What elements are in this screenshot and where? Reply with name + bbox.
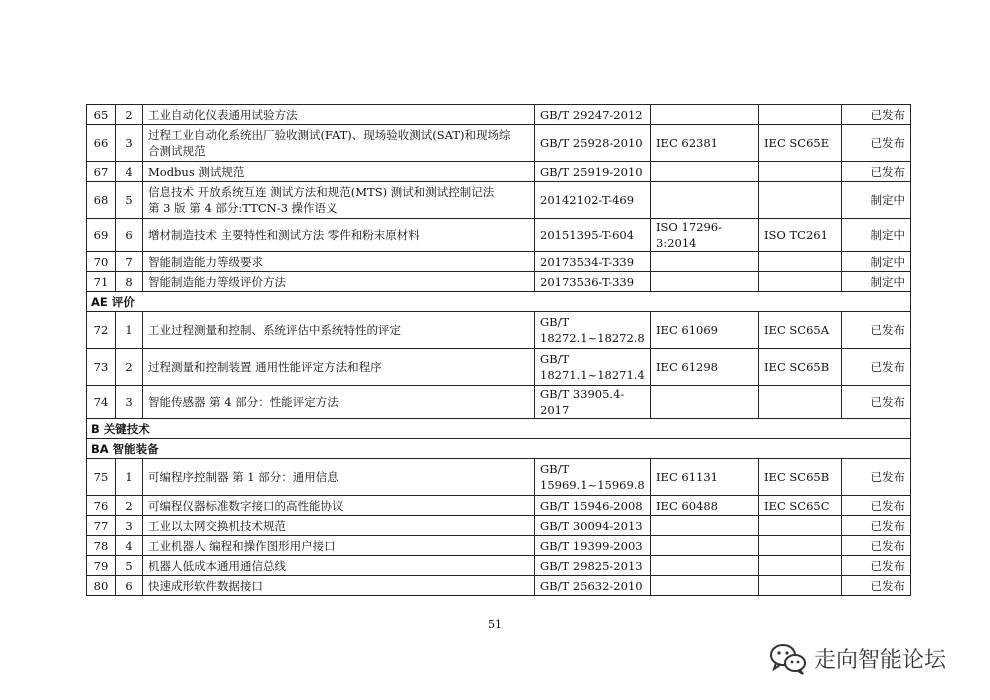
standard-code-line: GB/T 19399-2003	[540, 538, 643, 553]
row-number-cell: 79	[87, 556, 116, 576]
standard-name-line: 快速成形软件数据接口	[148, 578, 263, 593]
row-index-cell: 5	[116, 556, 143, 576]
standard-name-line: 可编程序控制器 第 1 部分：通用信息	[148, 470, 339, 484]
standard-code-cell	[535, 125, 651, 162]
status-cell: 已发布	[842, 349, 911, 386]
row-number-cell: 76	[87, 496, 116, 516]
standard-name-cell	[143, 312, 535, 349]
row-number-cell: 70	[87, 252, 116, 272]
row-number-cell: 73	[87, 349, 116, 386]
standard-code-line: 20151395-T-604	[540, 228, 635, 242]
standard-name-line: 智能传感器 第 4 部分：性能评定方法	[148, 395, 339, 409]
standard-name-line: 工业机器人 编程和操作图形用户接口	[148, 538, 336, 553]
table-row	[87, 516, 911, 536]
technical-committee-cell: IEC SC65B	[759, 349, 842, 386]
status-cell: 制定中	[842, 219, 911, 252]
international-standard-cell	[651, 576, 759, 596]
international-standard-cell	[651, 182, 759, 219]
standard-name-cell	[143, 576, 535, 596]
row-index-cell: 1	[116, 459, 143, 496]
international-standard-cell	[651, 516, 759, 536]
standard-code-cell	[535, 459, 651, 496]
standard-name-line: 智能制造能力等级要求	[148, 254, 263, 269]
status-cell: 已发布	[842, 536, 911, 556]
status-cell: 已发布	[842, 459, 911, 496]
standard-name-cell	[143, 459, 535, 496]
standard-code-line: GB/T 33905.4-2017	[540, 387, 625, 417]
status-cell: 已发布	[842, 162, 911, 182]
standard-name-line: 机器人低成本通用通信总线	[148, 558, 286, 573]
technical-committee-cell: IEC SC65B	[759, 459, 842, 496]
status-cell: 已发布	[842, 125, 911, 162]
row-index-cell: 8	[116, 272, 143, 292]
watermark-text: 走向智能论坛	[814, 647, 947, 673]
standard-name-cell	[143, 252, 535, 272]
standard-code-line: 20142102-T-469	[540, 193, 635, 207]
standard-code-line: GB/T 29825-2013	[540, 558, 643, 573]
standard-name-line: 工业过程测量和控制、系统评估中系统特性的评定	[148, 323, 401, 337]
international-standard-cell: IEC 61298	[651, 349, 759, 386]
standard-code-cell	[535, 349, 651, 386]
international-standard-cell: IEC 62381	[651, 125, 759, 162]
row-index-cell: 1	[116, 312, 143, 349]
standard-code-line: GB/T	[540, 352, 570, 366]
standard-code-line: 15969.1~15969.8	[540, 478, 645, 492]
table-row	[87, 272, 911, 292]
row-number-cell: 69	[87, 219, 116, 252]
wechat-icon	[768, 640, 808, 676]
technical-committee-cell: IEC SC65E	[759, 125, 842, 162]
table-row	[87, 536, 911, 556]
status-cell: 已发布	[842, 576, 911, 596]
row-index-cell: 3	[116, 125, 143, 162]
standard-name-line: Modbus 测试规范	[148, 164, 245, 179]
international-standard-cell	[651, 556, 759, 576]
row-index-cell: 3	[116, 516, 143, 536]
standard-name-line: 合测试规范	[148, 144, 206, 158]
standard-name-line: 信息技术 开放系统互连 测试方法和规范(MTS) 测试和测试控制记法	[148, 185, 495, 199]
row-index-cell: 6	[116, 219, 143, 252]
standard-code-line: GB/T	[540, 315, 570, 329]
section-header-row	[87, 439, 911, 459]
table-row	[87, 312, 911, 349]
row-number-cell: 65	[87, 105, 116, 125]
standard-code-cell	[535, 105, 651, 125]
technical-committee-cell: IEC SC65A	[759, 312, 842, 349]
status-cell: 已发布	[842, 496, 911, 516]
international-standard-cell	[651, 386, 759, 419]
row-index-cell: 2	[116, 496, 143, 516]
international-standard-cell	[651, 105, 759, 125]
standard-name-cell	[143, 219, 535, 252]
table-row	[87, 576, 911, 596]
status-cell: 已发布	[842, 516, 911, 536]
standard-code-line: GB/T 15946-2008	[540, 498, 643, 513]
status-cell: 已发布	[842, 556, 911, 576]
standard-code-line: GB/T 25919-2010	[540, 164, 643, 179]
standard-code-cell	[535, 386, 651, 419]
international-standard-cell: IEC 60488	[651, 496, 759, 516]
international-standard-cell	[651, 252, 759, 272]
standard-name-line: 智能制造能力等级评价方法	[148, 274, 286, 289]
section-header-row	[87, 419, 911, 439]
row-index-cell: 2	[116, 349, 143, 386]
status-cell: 已发布	[842, 312, 911, 349]
standard-name-cell	[143, 556, 535, 576]
section-label: B 关键技术	[87, 419, 911, 439]
technical-committee-cell	[759, 556, 842, 576]
technical-committee-cell: ISO TC261	[759, 219, 842, 252]
standard-code-cell	[535, 182, 651, 219]
standard-code-cell	[535, 536, 651, 556]
technical-committee-cell	[759, 182, 842, 219]
table-row	[87, 386, 911, 419]
section-label: AE 评价	[87, 292, 911, 312]
table-row	[87, 125, 911, 162]
standard-code-cell	[535, 556, 651, 576]
row-number-cell: 77	[87, 516, 116, 536]
technical-committee-cell	[759, 252, 842, 272]
technical-committee-cell	[759, 162, 842, 182]
technical-committee-cell	[759, 536, 842, 556]
standard-name-cell	[143, 349, 535, 386]
page-number: 51	[488, 618, 502, 631]
row-number-cell: 72	[87, 312, 116, 349]
standard-code-cell	[535, 162, 651, 182]
row-index-cell: 7	[116, 252, 143, 272]
standard-code-cell	[535, 576, 651, 596]
international-standard-cell: ISO 17296-3:2014	[651, 219, 759, 252]
standard-code-cell	[535, 272, 651, 292]
technical-committee-cell: IEC SC65C	[759, 496, 842, 516]
row-number-cell: 74	[87, 386, 116, 419]
table-row	[87, 556, 911, 576]
section-label: BA 智能装备	[87, 439, 911, 459]
technical-committee-cell	[759, 105, 842, 125]
technical-committee-cell	[759, 576, 842, 596]
standard-code-line: 20173536-T-339	[540, 274, 635, 289]
section-header-row	[87, 292, 911, 312]
standard-code-cell	[535, 219, 651, 252]
standard-name-line: 过程工业自动化系统出厂验收测试(FAT)、现场验收测试(SAT)和现场综	[148, 128, 511, 142]
standard-name-cell	[143, 496, 535, 516]
row-index-cell: 2	[116, 105, 143, 125]
technical-committee-cell	[759, 516, 842, 536]
row-index-cell: 3	[116, 386, 143, 419]
row-number-cell: 66	[87, 125, 116, 162]
standards-table	[86, 104, 911, 596]
row-index-cell: 6	[116, 576, 143, 596]
international-standard-cell: IEC 61069	[651, 312, 759, 349]
standard-name-cell	[143, 182, 535, 219]
table-row	[87, 162, 911, 182]
watermark	[768, 640, 946, 676]
row-number-cell: 67	[87, 162, 116, 182]
status-cell: 制定中	[842, 182, 911, 219]
standard-code-line: GB/T	[540, 462, 570, 476]
row-number-cell: 71	[87, 272, 116, 292]
standard-code-line: 18272.1~18272.8	[540, 331, 645, 345]
international-standard-cell	[651, 272, 759, 292]
standard-code-cell	[535, 312, 651, 349]
table-row	[87, 105, 911, 125]
row-number-cell: 68	[87, 182, 116, 219]
standard-name-line: 可编程仪器标准数字接口的高性能协议	[148, 498, 344, 513]
international-standard-cell	[651, 536, 759, 556]
row-number-cell: 75	[87, 459, 116, 496]
table-row	[87, 252, 911, 272]
row-number-cell: 78	[87, 536, 116, 556]
standard-code-cell	[535, 496, 651, 516]
standard-name-line: 第 3 版 第 4 部分:TTCN-3 操作语义	[148, 201, 338, 215]
table-row	[87, 496, 911, 516]
international-standard-cell: IEC 61131	[651, 459, 759, 496]
table-row	[87, 349, 911, 386]
standard-name-line: 工业自动化仪表通用试验方法	[148, 107, 298, 122]
row-index-cell: 4	[116, 536, 143, 556]
standard-code-line: 20173534-T-339	[540, 254, 635, 269]
status-cell: 制定中	[842, 252, 911, 272]
row-number-cell: 80	[87, 576, 116, 596]
standard-name-line: 工业以太网交换机技术规范	[148, 518, 286, 533]
standard-code-line: GB/T 25632-2010	[540, 578, 643, 593]
row-index-cell: 4	[116, 162, 143, 182]
table-row	[87, 182, 911, 219]
standard-name-cell	[143, 105, 535, 125]
standard-name-cell	[143, 125, 535, 162]
standard-code-line: GB/T 25928-2010	[540, 136, 643, 150]
technical-committee-cell	[759, 386, 842, 419]
table-row	[87, 219, 911, 252]
standard-name-cell	[143, 272, 535, 292]
standard-name-cell	[143, 386, 535, 419]
status-cell: 已发布	[842, 386, 911, 419]
technical-committee-cell	[759, 272, 842, 292]
standard-code-line: GB/T 29247-2012	[540, 107, 643, 122]
international-standard-cell	[651, 162, 759, 182]
standard-name-line: 过程测量和控制装置 通用性能评定方法和程序	[148, 360, 382, 374]
standard-code-line: 18271.1~18271.4	[540, 368, 645, 382]
standard-name-cell	[143, 516, 535, 536]
standard-code-cell	[535, 516, 651, 536]
table-row	[87, 459, 911, 496]
standard-code-cell	[535, 252, 651, 272]
standard-name-cell	[143, 536, 535, 556]
status-cell: 制定中	[842, 272, 911, 292]
status-cell: 已发布	[842, 105, 911, 125]
standard-code-line: GB/T 30094-2013	[540, 518, 643, 533]
standard-name-cell	[143, 162, 535, 182]
standard-name-line: 增材制造技术 主要特性和测试方法 零件和粉末原材料	[148, 228, 420, 242]
row-index-cell: 5	[116, 182, 143, 219]
